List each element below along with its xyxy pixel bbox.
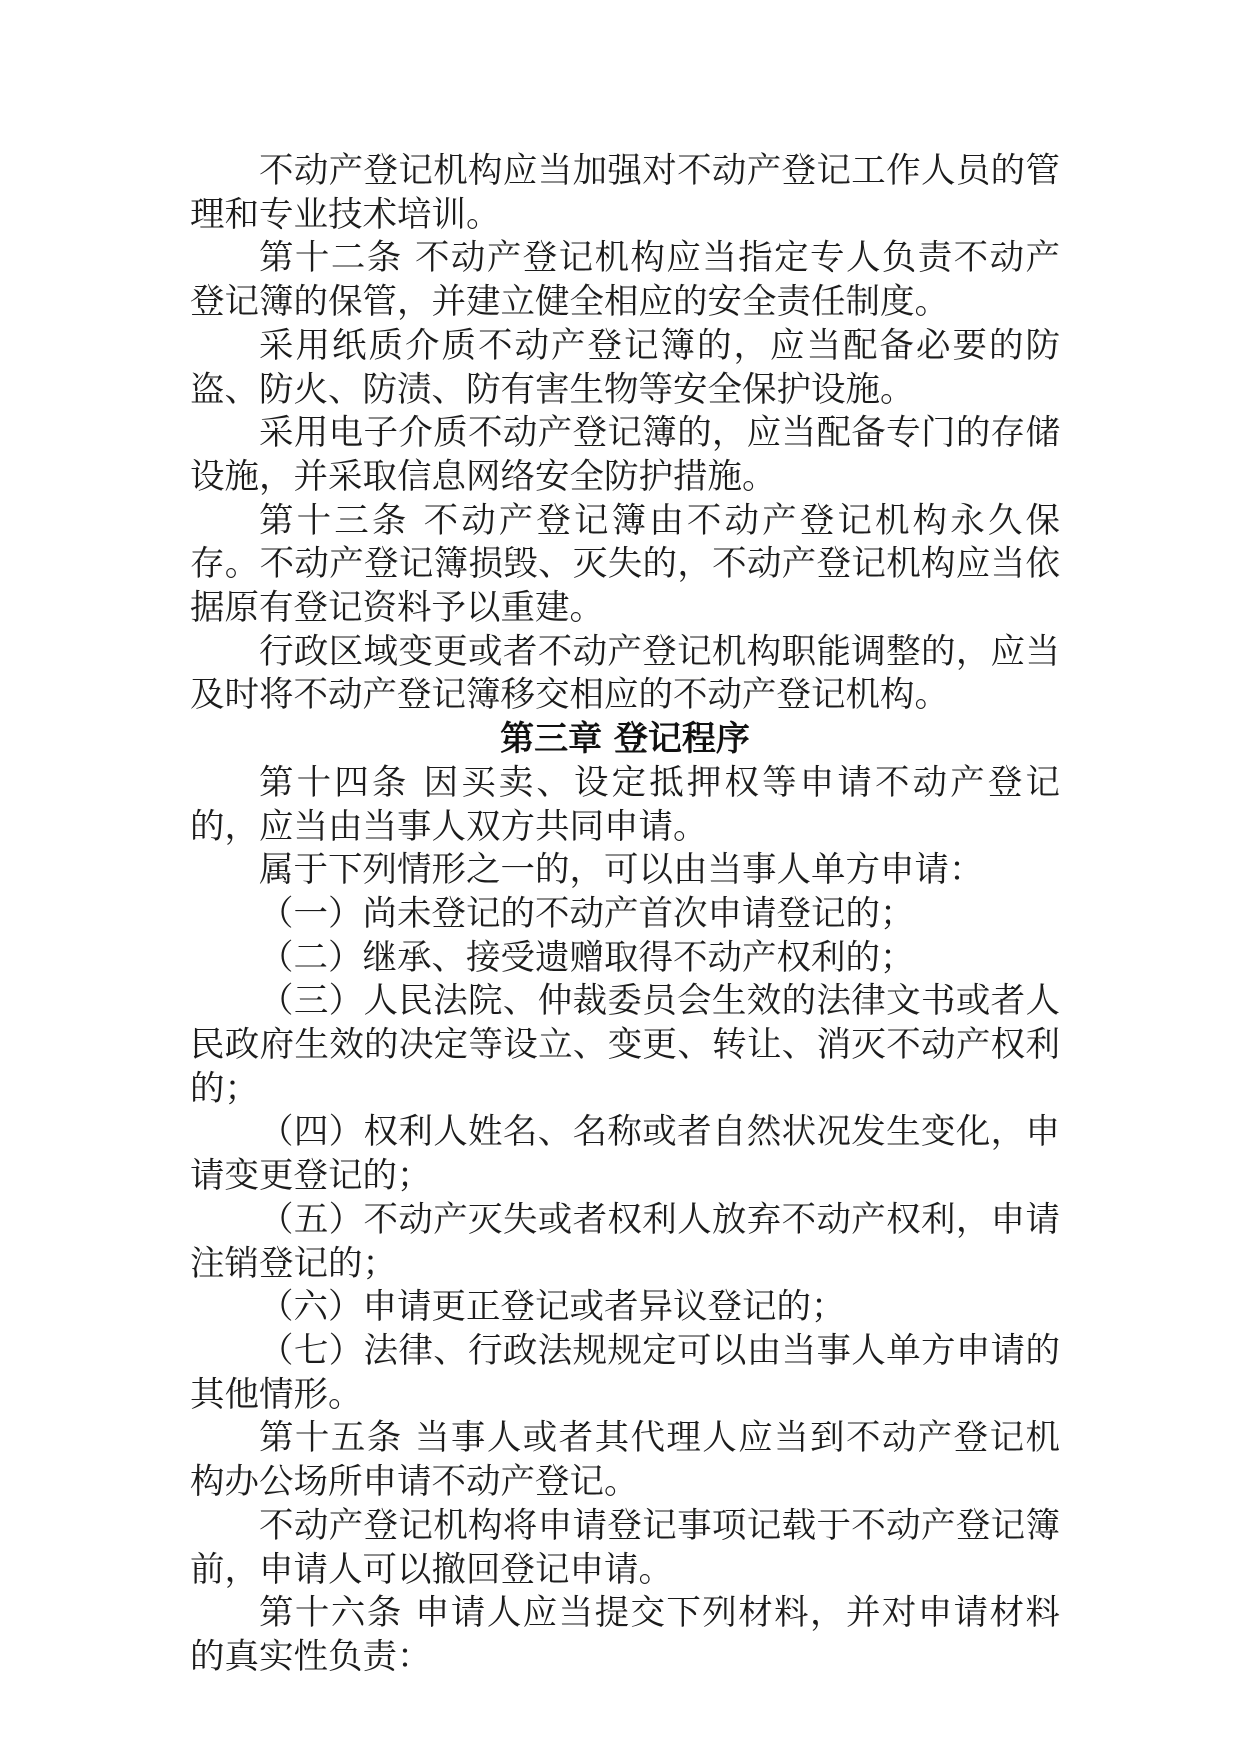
list-item: （七）法律、行政法规规定可以由当事人单方申请的其他情形。 — [190, 1330, 1060, 1415]
list-item: （二）继承、接受遗赠取得不动产权利的； — [259, 937, 915, 978]
paragraph: 属于下列情形之一的，可以由当事人单方申请： — [259, 850, 984, 891]
article-12: 第十二条 不动产登记机构应当指定专人负责不动产登记簿的保管，并建立健全相应的安全责任制度。 — [190, 238, 1060, 323]
article-13: 第十三条 不动产登记簿由不动产登记机构永久保存。不动产登记簿损毁、灭失的，不动产登记机构应当依据原有登记资料予以重建。 — [190, 500, 1060, 629]
paragraph: 采用纸质介质不动产登记簿的，应当配备必要的防盗、防火、防渍、防有害生物等安全保护设施。 — [190, 325, 1060, 410]
paragraph: 不动产登记机构应当加强对不动产登记工作人员的管理和专业技术培训。 — [190, 151, 1060, 235]
paragraph: 采用电子介质不动产登记簿的，应当配备专门的存储设施，并采取信息网络安全防护措施。 — [190, 413, 1060, 497]
article-15: 第十五条 当事人或者其代理人应当到不动产登记机构办公场所申请不动产登记。 — [190, 1418, 1060, 1503]
list-item: （五）不动产灭失或者权利人放弃不动产权利，申请注销登记的； — [190, 1199, 1060, 1284]
article-14: 第十四条 因买卖、设定抵押权等申请不动产登记的，应当由当事人双方共同申请。 — [190, 762, 1060, 847]
list-item: （六）申请更正登记或者异议登记的； — [259, 1287, 846, 1328]
chapter-title: 第三章 登记程序 — [500, 719, 750, 760]
list-item: （四）权利人姓名、名称或者自然状况发生变化，申请变更登记的； — [190, 1112, 1060, 1197]
paragraph: 不动产登记机构将申请登记事项记载于不动产登记簿前，申请人可以撤回登记申请。 — [190, 1505, 1060, 1590]
article-16: 第十六条 申请人应当提交下列材料，并对申请材料的真实性负责： — [190, 1593, 1060, 1677]
document-page — [190, 150, 1060, 1680]
list-item: （三）人民法院、仲裁委员会生效的法律文书或者人民政府生效的决定等设立、变更、转让、消灭不动产权利的； — [190, 981, 1060, 1109]
paragraph: 行政区域变更或者不动产登记机构职能调整的，应当及时将不动产登记簿移交相应的不动产登记机构。 — [190, 631, 1060, 716]
list-item: （一）尚未登记的不动产首次申请登记的； — [259, 893, 915, 934]
